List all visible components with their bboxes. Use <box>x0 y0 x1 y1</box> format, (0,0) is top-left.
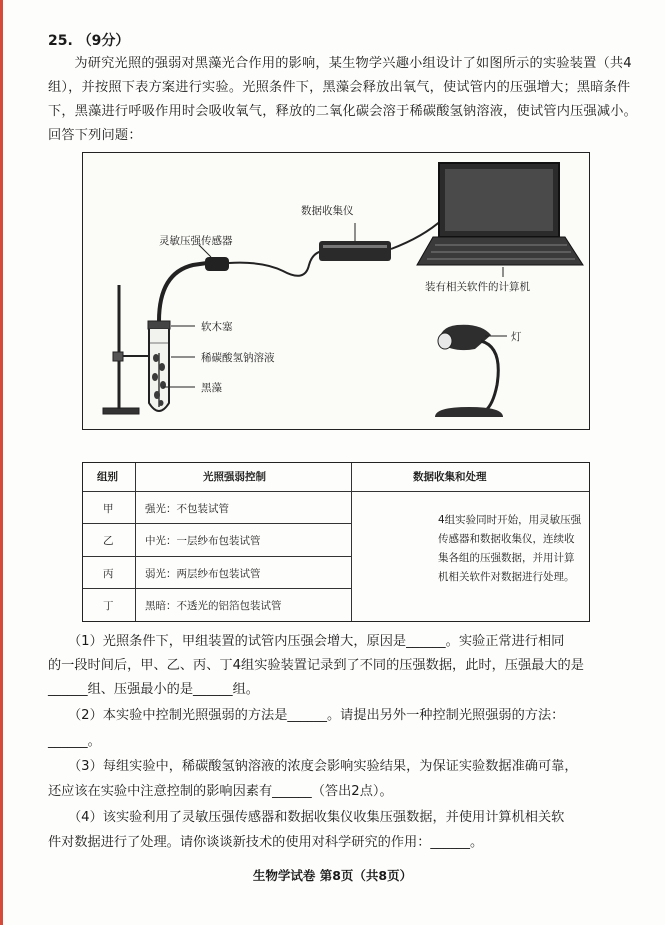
laptop <box>417 163 583 265</box>
lamp <box>435 325 503 417</box>
group-jia: 甲 <box>103 503 114 515</box>
label-computer: 装有相关软件的计算机 <box>425 281 530 293</box>
control-bing: 弱光：两层纱布包装试管 <box>145 568 261 580</box>
q3-line-2: 还应该在实验中注意控制的影响因素有______（答出2点）。 <box>48 784 393 799</box>
table-divider <box>351 463 352 621</box>
pressure-sensor <box>205 257 229 271</box>
table-row <box>83 556 351 557</box>
q3-line-1: （3）每组实验中，稀碳酸氢钠溶液的浓度会影响实验结果，为保证实验数据准确可靠， <box>68 759 578 774</box>
q2-line-1: （2）本实验中控制光照强弱的方法是______。请提出另外一种控制光照强弱的方法： <box>68 708 565 723</box>
question-number: 25. <box>48 33 73 49</box>
table-row <box>83 523 351 524</box>
label-lamp: 灯 <box>511 331 522 343</box>
data-collector <box>319 241 391 261</box>
question-intro: 为研究光照的强弱对黑藻光合作用的影响，某生物学兴趣小组设计了如图所示的实验装置（共4组），并按照下表方案进行实验。光照条件下，黑藻会释放出氧气，使试管内的压强增大；黑暗条件下，黑藻进行呼吸作用时会吸收氧气，释放的二氧化碳会溶于稀碳酸氢钠溶液，使试管内压强减小。回答下列问题： <box>48 56 638 143</box>
q4-line-1: （4）该实验利用了灵敏压强传感器和数据收集仪收集压强数据，并使用计算机相关软 <box>68 810 565 825</box>
label-data-collector: 数据收集仪 <box>301 205 354 217</box>
table-row-border <box>351 491 589 492</box>
label-solution: 稀碳酸氢钠溶液 <box>201 352 275 364</box>
experiment-figure <box>82 152 590 430</box>
tube <box>159 263 207 321</box>
processing-description: 4组实验同时开始，用灵敏压强传感器和数据收集仪，连续收集各组的压强数据，并用计算机相关软件对数据进行处理。 <box>438 514 582 583</box>
group-yi: 乙 <box>103 535 114 547</box>
q1-line-2: 的一段时间后，甲、乙、丙、丁4组实验装置记录到了不同的压强数据，此时，压强最大的是 <box>48 658 584 673</box>
q4-line-2: 件对数据进行了处理。请你谈谈新技术的使用对科学研究的作用：______。 <box>48 835 484 850</box>
control-ding: 黑暗：不透光的铝箔包装试管 <box>145 600 282 612</box>
control-yi: 中光：一层纱布包装试管 <box>145 535 261 547</box>
group-bing: 丙 <box>103 568 114 580</box>
label-stopper: 软木塞 <box>201 321 233 333</box>
label-black-algae: 黑藻 <box>201 382 222 394</box>
table-row <box>83 491 351 492</box>
label-pressure-sensor: 灵敏压强传感器 <box>159 235 233 247</box>
control-jia: 强光：不包装试管 <box>145 503 229 515</box>
table-divider <box>135 463 136 621</box>
page-footer: 生物学试卷 第8页（共8页） <box>252 868 413 883</box>
header-light-control: 光照强弱控制 <box>203 471 266 483</box>
question-points: （9分） <box>77 33 130 49</box>
group-ding: 丁 <box>103 600 114 612</box>
question-header <box>48 30 129 50</box>
q2-line-2: ______。 <box>48 734 101 749</box>
table-row <box>83 588 351 589</box>
q1-line-3: ______组、压强最小的是______组。 <box>48 682 259 697</box>
q1-line-1: （1）光照条件下，甲组装置的试管内压强会增大，原因是______。实验正常进行相同 <box>68 634 565 649</box>
header-data-processing: 数据收集和处理 <box>413 471 487 483</box>
experiment-table <box>82 462 590 622</box>
header-group: 组别 <box>97 471 118 483</box>
margin-line <box>0 0 3 925</box>
